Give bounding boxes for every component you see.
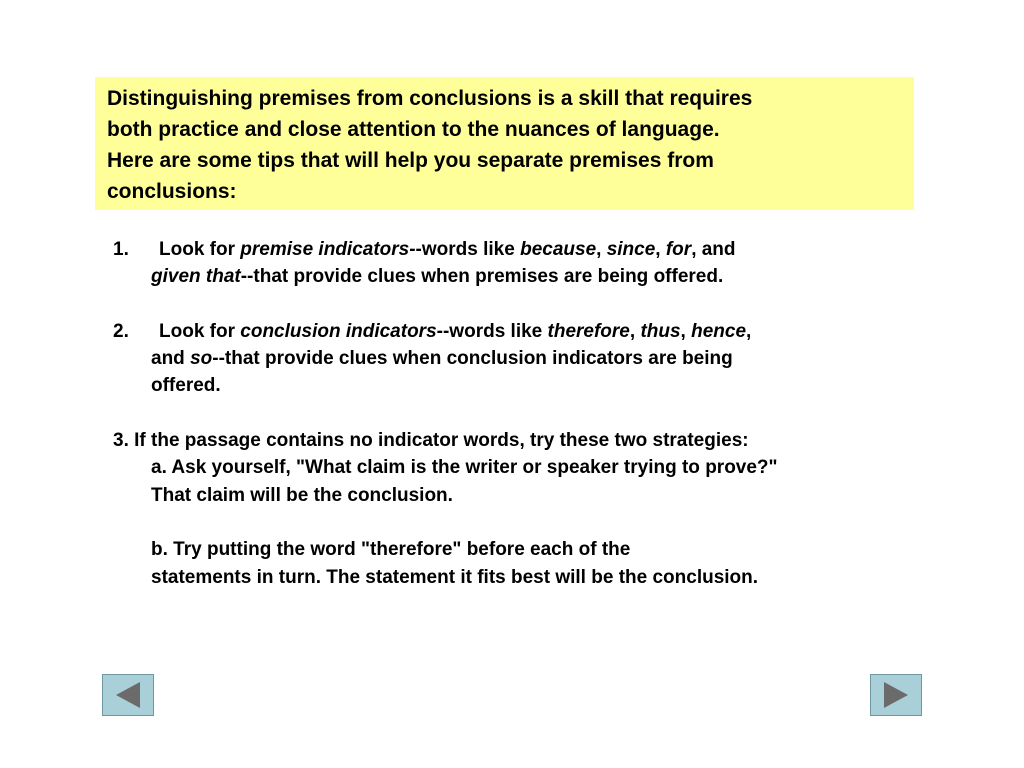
tip-2-line-3: offered. <box>151 375 221 397</box>
tip-2-number: 2. <box>113 320 129 342</box>
tip-1-end: --that provide clues when premises are being offered. <box>240 266 724 288</box>
tip-3-a-line-2: That claim will be the conclusion. <box>151 484 453 506</box>
tip-1-sep: , <box>655 239 666 260</box>
tip-3-b-line-2: statements in turn. The statement it fits best will be the conclusion. <box>151 566 759 588</box>
next-slide-button[interactable] <box>870 674 922 716</box>
tip-2-line-2 <box>113 345 923 372</box>
tip-1-word-since: since <box>606 239 656 260</box>
tip-3-b-line-1: b. Try putting the word "therefore" before each of the <box>151 539 631 561</box>
tip-2-term: conclusion indicators <box>240 320 437 342</box>
tip-2-line-1 <box>113 318 923 345</box>
tip-3-a-line-1: a. Ask yourself, "What claim is the writer or speaker trying to prove?" <box>151 457 778 479</box>
tip-2-tail: , <box>746 320 752 342</box>
tip-1-mid: --words like <box>409 239 521 260</box>
intro-line: Here are some tips that will help you separate premises from <box>107 149 714 172</box>
tip-1-tail: , and <box>691 239 736 260</box>
tip-1-line-2 <box>113 263 923 290</box>
tip-1-number: 1. <box>113 239 129 260</box>
right-triangle-icon <box>871 675 921 715</box>
intro-line: conclusions: <box>107 180 237 203</box>
tips-list <box>113 236 923 591</box>
tip-2-sep: , <box>629 320 641 342</box>
tip-3-heading: 3. If the passage contains no indicator words, try these two strategies: <box>113 430 749 452</box>
intro-line: Distinguishing premises from conclusions is a skill that requires <box>107 87 753 110</box>
previous-slide-button[interactable] <box>102 674 154 716</box>
tip-2-word-thus: thus <box>640 320 681 342</box>
tip-1-word-for: for <box>665 239 692 260</box>
tip-2-and: and <box>151 348 191 370</box>
tip-2-end: --that provide clues when conclusion indicators are being <box>212 348 733 370</box>
tip-2-word-therefore: therefore <box>547 320 630 342</box>
tip-1-word-given-that: given that <box>151 266 241 288</box>
tip-2-word-so: so <box>190 348 213 370</box>
tip-2-mid: --words like <box>436 320 548 342</box>
tip-2-word-hence: hence <box>691 320 747 342</box>
left-triangle-icon <box>103 675 153 715</box>
tip-1-word-because: because <box>520 239 597 260</box>
tip-1-lead: Look for <box>159 239 241 260</box>
tip-2-lead: Look for <box>159 320 241 342</box>
tip-1-term: premise indicators <box>240 239 410 260</box>
tip-1-line-1 <box>113 236 923 263</box>
intro-line: both practice and close attention to the nuances of language. <box>107 118 720 141</box>
tip-2-sep: , <box>680 320 692 342</box>
tip-1-sep: , <box>596 239 607 260</box>
intro-box <box>95 77 914 210</box>
